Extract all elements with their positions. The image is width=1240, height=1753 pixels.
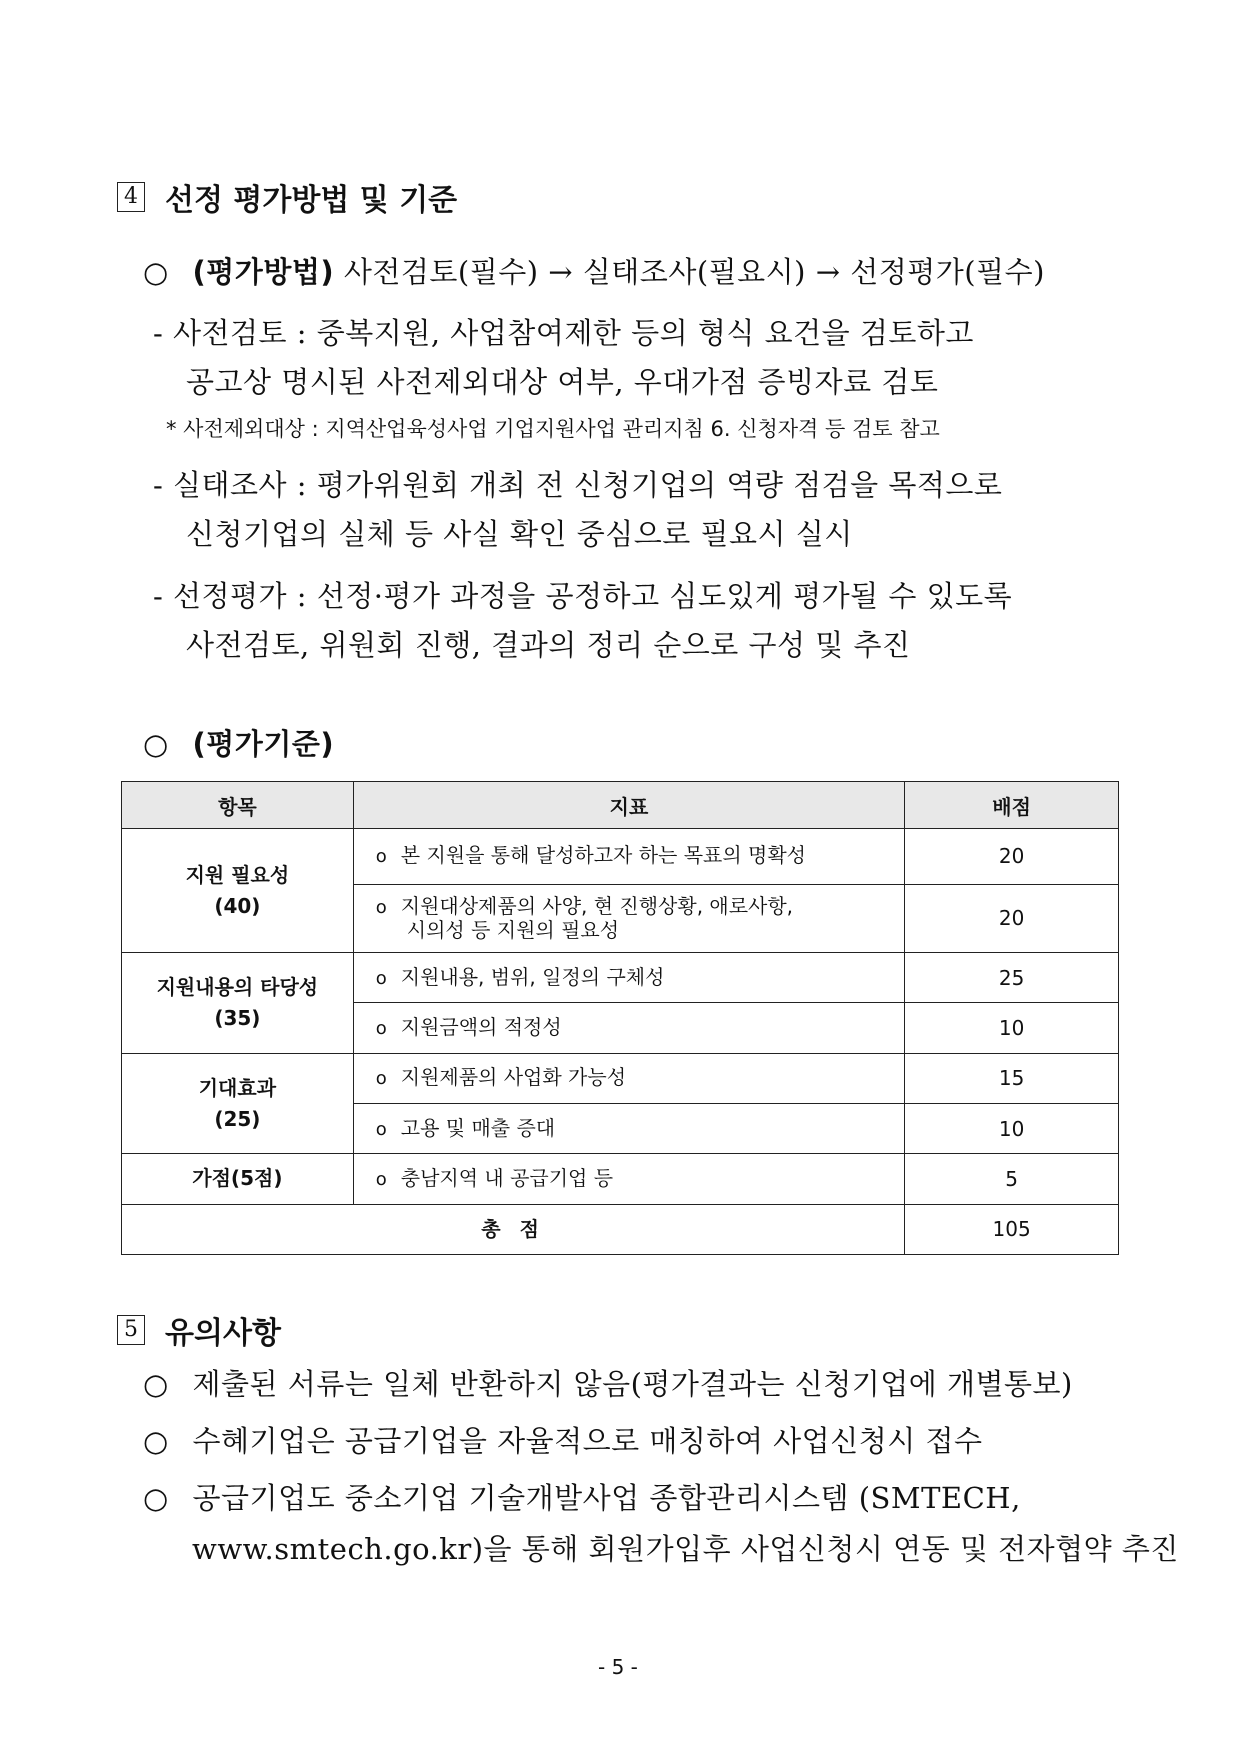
notice-text: 수혜기업은 공급기업을 자율적으로 매칭하여 사업신청시 접수 [192,1424,983,1458]
section-title: 선정 평가방법 및 기준 [165,183,458,218]
table-header-row [122,782,1119,829]
notice-item [143,1362,1073,1403]
item-cell [122,953,354,1054]
table-row [122,1154,1119,1204]
item-line-cont: 신청기업의 실체 등 사실 확인 중심으로 필요시 실시 [186,517,853,551]
bullet-circle: ○ [143,1424,169,1458]
score-cell: 20 [905,829,1119,884]
indicator-text-cont: 시의성 등 지원의 필요성 [406,918,620,943]
bullet: o [375,897,387,919]
bullet: o [375,1118,387,1140]
indicator-text: 지원내용, 범위, 일정의 구체성 [400,964,665,989]
section-number-box: 5 [117,1315,145,1345]
indicator-cell [353,1053,904,1103]
bullet: o [375,1018,387,1040]
bullet-circle: ○ [143,1481,169,1515]
indicator-cell [353,1104,904,1154]
evaluation-table [121,781,1119,1255]
bullet: o [375,1168,387,1190]
notice-item [143,1476,1021,1517]
section-4-heading [117,175,457,219]
bullet: o [375,1068,387,1090]
table-row [122,1053,1119,1103]
page-number: - 5 - [598,1655,638,1679]
footnote: * 사전제외대상 : 지역산업육성사업 기업지원사업 관리지침 6. 신청자격 등 검토 참고 [166,417,940,441]
score-cell: 15 [905,1053,1119,1103]
item-name: 지원내용의 타당성 [156,974,319,999]
table-row [122,953,1119,1003]
indicator-text: 본 지원을 통해 달성하고자 하는 목표의 명확성 [400,843,807,868]
total-score: 105 [905,1204,1119,1254]
total-row [122,1204,1119,1254]
header-item: 항목 [122,782,354,829]
score-cell: 20 [905,884,1119,952]
indicator-text: 충남지역 내 공급기업 등 [400,1165,614,1190]
table-row [122,829,1119,884]
score-cell: 10 [905,1104,1119,1154]
notice-text: 제출된 서류는 일체 반환하지 않음(평가결과는 신청기업에 개별통보) [192,1367,1073,1401]
bullet-circle: ○ [143,255,169,289]
bullet-circle: ○ [143,1367,169,1401]
indicator-cell [353,884,904,952]
item-name: 가점(5점) [192,1166,283,1191]
item-cell [122,1053,354,1154]
section-number-box: 4 [117,182,145,212]
item-cell [122,1154,354,1204]
score-cell: 5 [905,1154,1119,1204]
bullet-circle: ○ [143,727,169,761]
indicator-cell [353,1154,904,1204]
item-points: (35) [214,1005,261,1030]
item-line: - 선정평가 : 선정·평가 과정을 공정하고 심도있게 평가될 수 있도록 [153,579,1013,613]
method-line [143,250,1045,291]
notice-text: 공급기업도 중소기업 기술개발사업 종합관리시스템 (SMTECH, [192,1481,1021,1515]
item-name: 기대효과 [198,1075,277,1100]
indicator-cell [353,1003,904,1053]
indicator-text: 지원금액의 적정성 [400,1015,562,1040]
indicator-cell [353,953,904,1003]
section-5-heading [117,1308,281,1352]
method-text: 사전검토(필수) → 실태조사(필요시) → 선정평가(필수) [334,255,1045,289]
item-line-cont: 사전검토, 위원회 진행, 결과의 정리 순으로 구성 및 추진 [186,628,911,662]
method-label: (평가방법) [192,255,335,289]
indicator-text: 지원대상제품의 사양, 현 진행상황, 애로사항, [400,894,794,919]
notice-item [143,1419,983,1460]
item-points: (40) [214,893,261,918]
item-name: 지원 필요성 [185,862,290,887]
score-cell: 25 [905,953,1119,1003]
item-line: - 사전검토 : 중복지원, 사업참여제한 등의 형식 요건을 검토하고 [153,316,974,350]
notice-item-cont: www.smtech.go.kr)을 통해 회원가입후 사업신청시 연동 및 전자협약 추진 [192,1532,1179,1566]
item-line: - 실태조사 : 평가위원회 개최 전 신청기업의 역량 점검을 목적으로 [153,468,1003,502]
indicator-cell [353,829,904,884]
header-score: 배점 [905,782,1119,829]
item-cell [122,829,354,953]
score-cell: 10 [905,1003,1119,1053]
indicator-text: 고용 및 매출 증대 [400,1115,556,1140]
indicator-text: 지원제품의 사업화 가능성 [400,1065,627,1090]
bullet: o [375,846,387,868]
bullet: o [375,967,387,989]
section-title: 유의사항 [165,1316,281,1351]
item-points: (25) [214,1106,261,1131]
criteria-label: (평가기준) [192,727,335,761]
item-line-cont: 공고상 명시된 사전제외대상 여부, 우대가점 증빙자료 검토 [186,365,939,399]
total-label: 총 점 [122,1204,905,1254]
header-indicator: 지표 [353,782,904,829]
criteria-line [143,722,334,763]
